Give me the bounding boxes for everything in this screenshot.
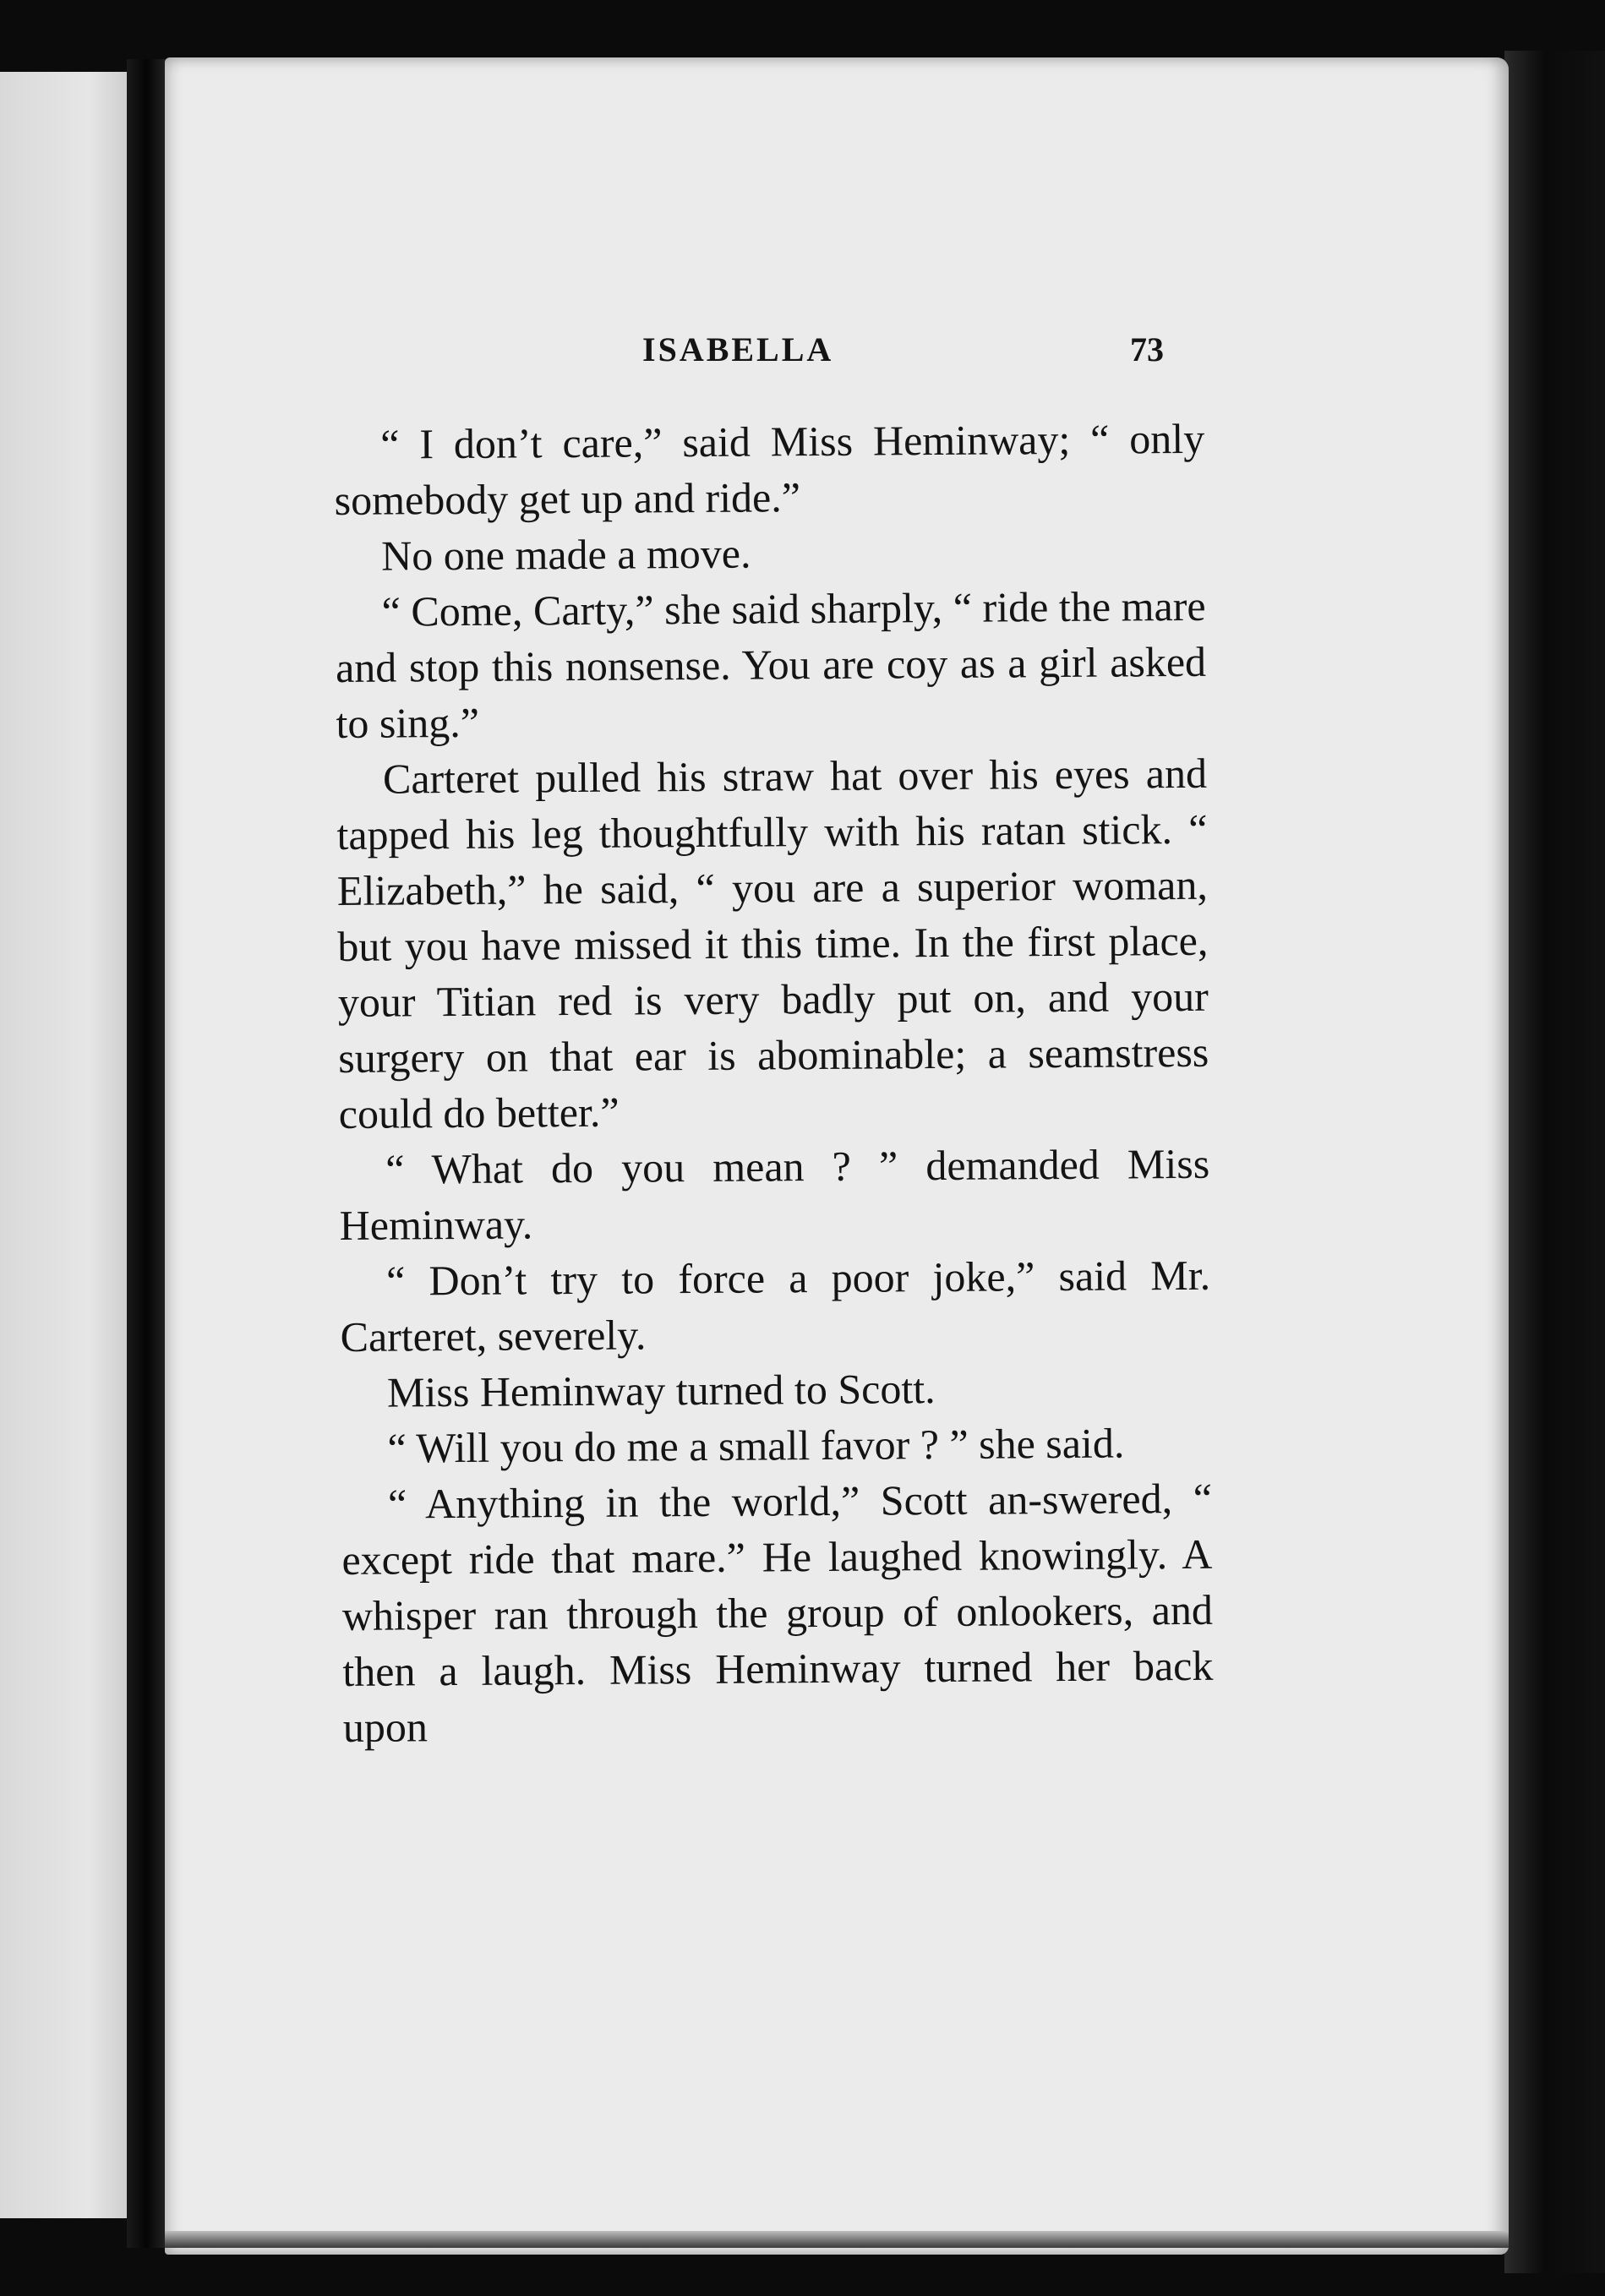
body-text: [334, 411, 1214, 1755]
book-page: [165, 57, 1509, 2255]
paragraph: “ What do you mean ? ” demanded Miss Heminway.: [339, 1139, 1210, 1249]
paragraph: Miss Heminway turned to Scott.: [386, 1365, 936, 1416]
paragraph: Carteret pulled his straw hat over his eyes and tapped his leg thoughtfully with his ratan stick. “ Elizabeth,” he said, “ you are a superior woman, but you have missed it this time. In the first place, your Titian red is very badly put on, and your surgery on that ear is abominable; a seamstress could do better.”: [336, 749, 1209, 1137]
facing-page-edge: [0, 72, 127, 2218]
running-head: [165, 330, 1509, 380]
paragraph: “ Don’t try to force a poor joke,” said Mr. Carteret, severely.: [340, 1251, 1211, 1361]
paragraph: No one made a move.: [380, 529, 751, 580]
page-bottom-edge: [165, 2231, 1509, 2248]
page-edge-shadow: [1504, 51, 1605, 2273]
paragraph: “ I don’t care,” said Miss Heminway; “ only somebody get up and ride.”: [334, 414, 1205, 524]
paragraph: “ Anything in the world,” Scott an-swered, “ except ride that mare.” He laughed knowingly. A whisper ran through the group of onlookers, and then a laugh. Miss Heminway turned her back upon: [341, 1474, 1214, 1751]
running-title: ISABELLA: [642, 330, 834, 368]
page-number: 73: [1130, 330, 1164, 368]
paragraph: “ Come, Carty,” she said sharply, “ ride the mare and stop this nonsense. You are coy as a girl asked to sing.”: [335, 581, 1207, 747]
paragraph: “ Will you do me a small favor ? ” she said.: [387, 1419, 1125, 1472]
